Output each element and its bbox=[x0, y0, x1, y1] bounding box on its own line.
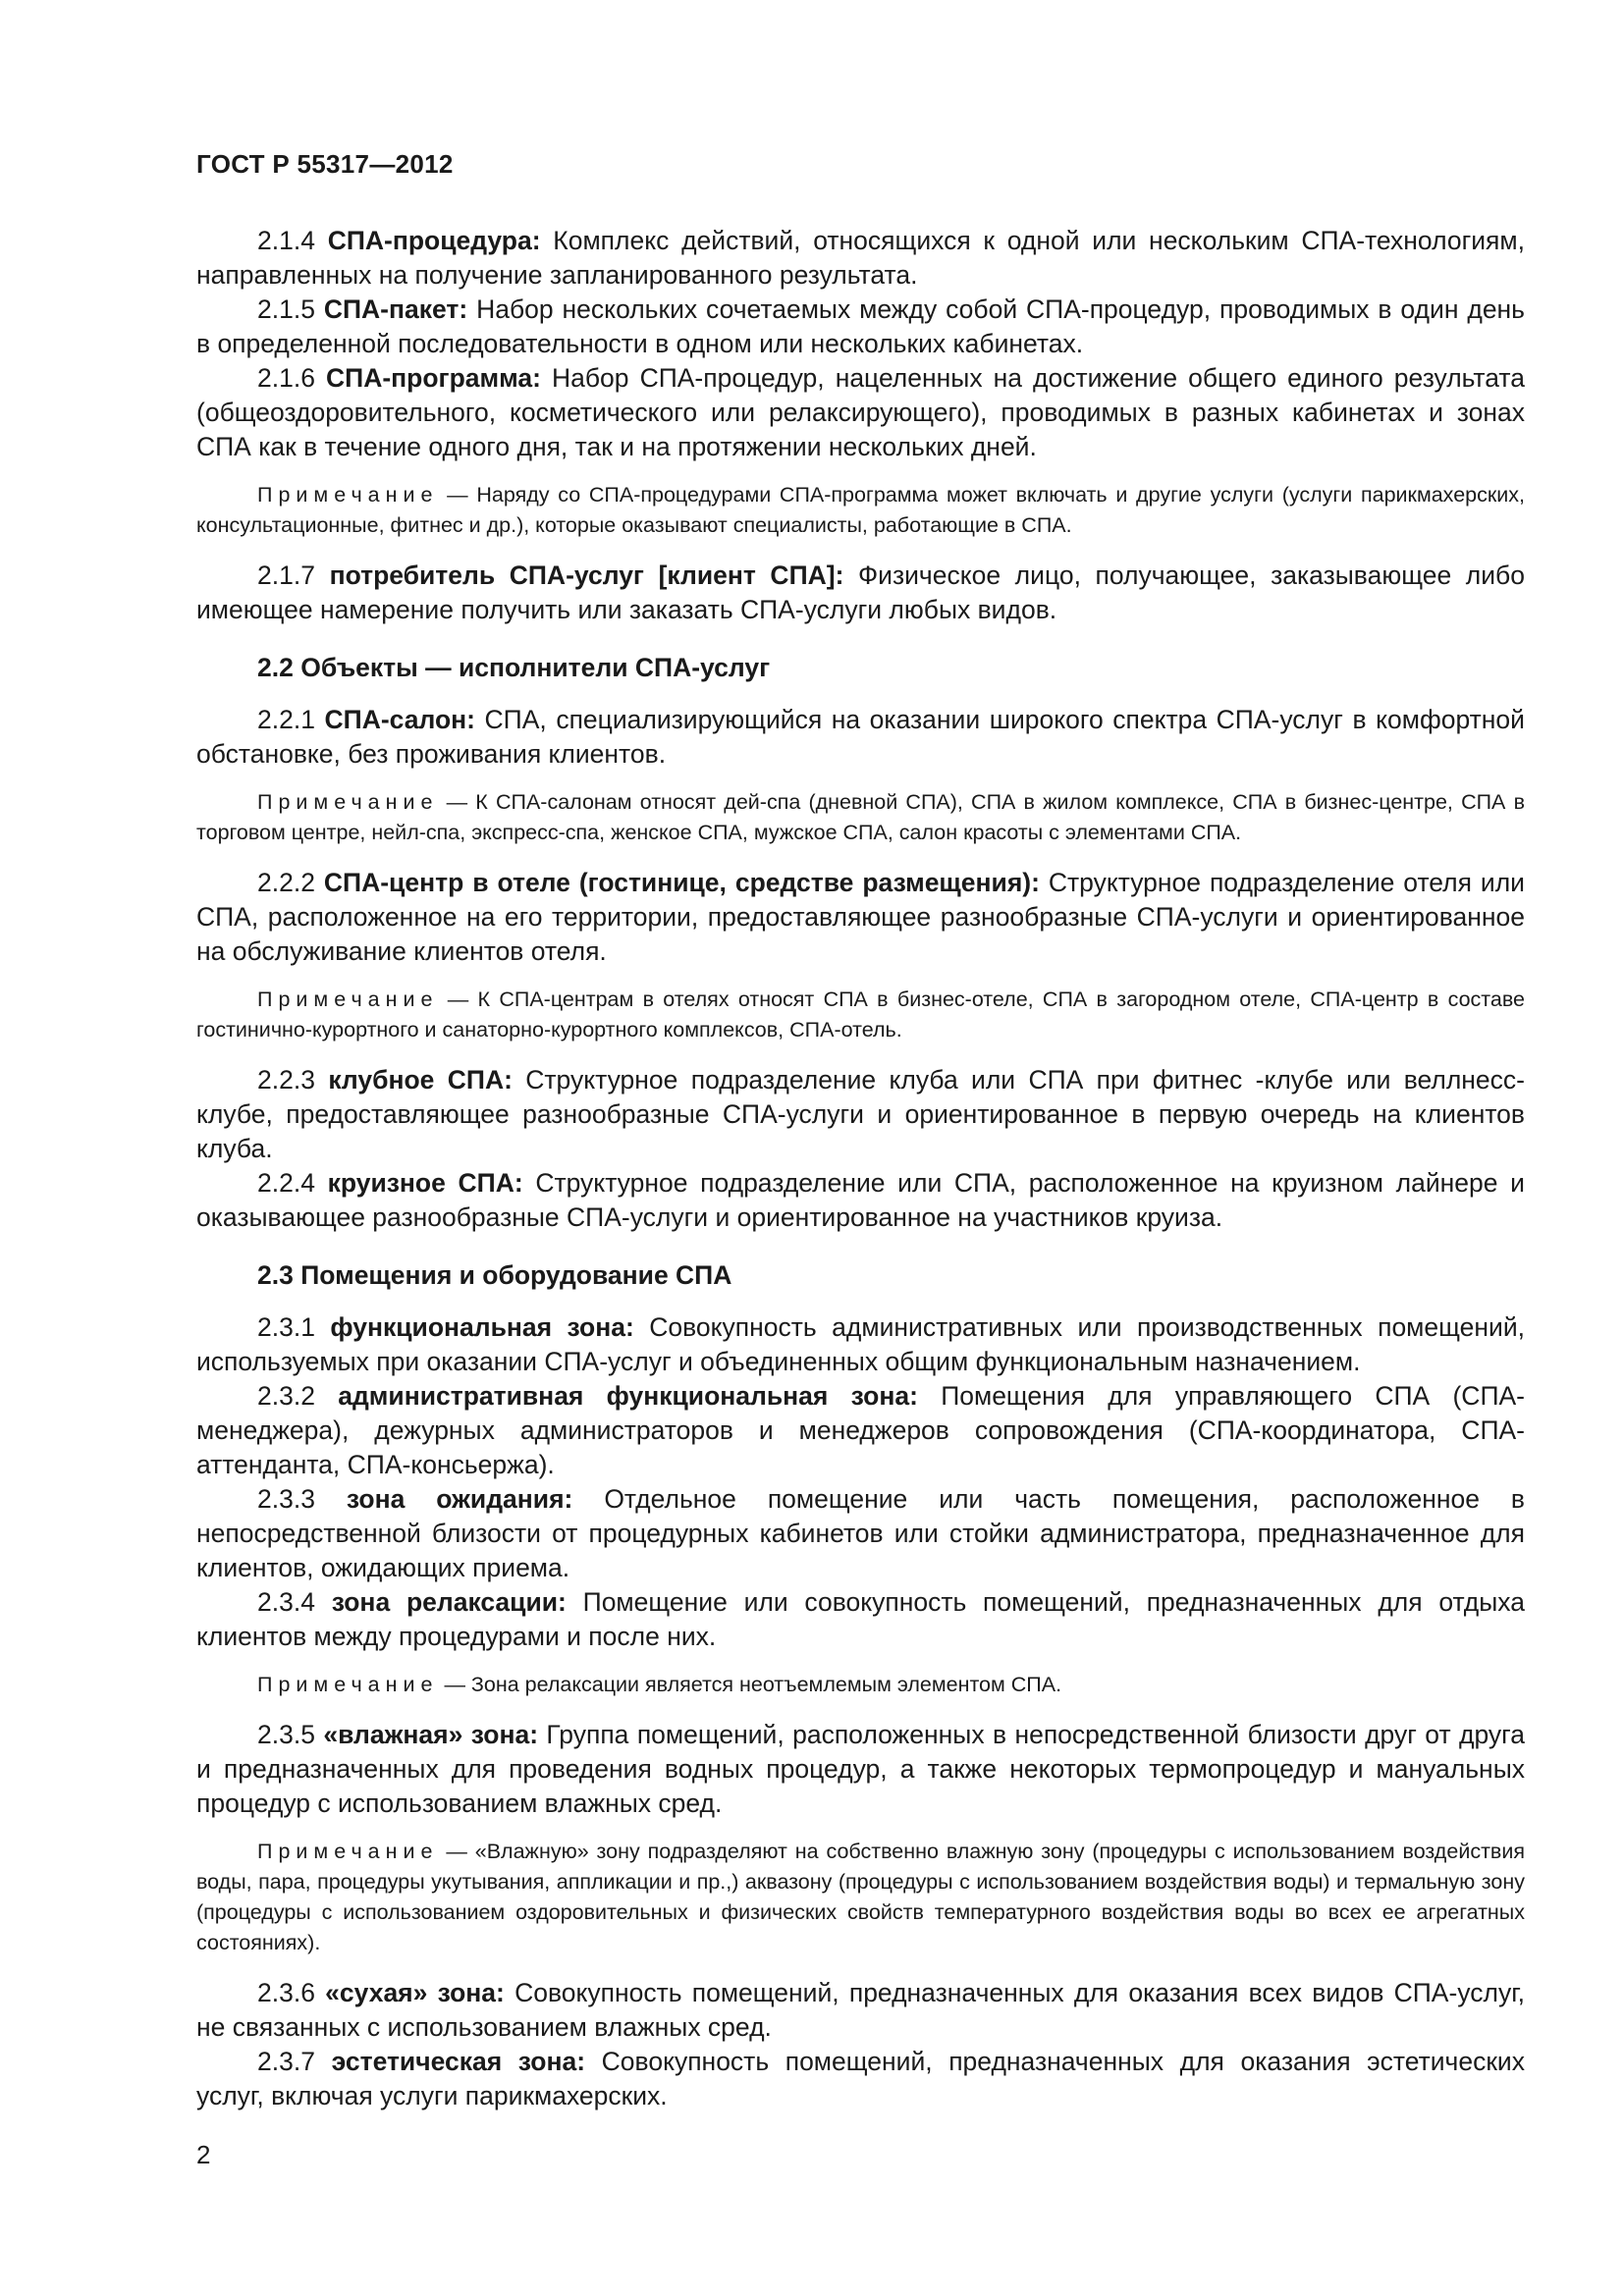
term: СПА-программа: bbox=[326, 363, 541, 393]
note-text: — К СПА-центрам в отелях относят СПА в бизнес-отеле, СПА в загородном отеле, СПА-центр в составе гостинично-курортного и санаторно-курортного комплексов, СПА-отель. bbox=[196, 988, 1525, 1041]
definition-2-2-4 bbox=[196, 1166, 1525, 1235]
note-text: — Наряду со СПА-процедурами СПА-программа может включать и другие услуги (услуги парикмахерских, консультационные, фитнес и др.), которые оказывают специалисты, работающие в СПА. bbox=[196, 483, 1525, 537]
clause-number: 2.1.5 bbox=[257, 294, 315, 324]
clause-number: 2.2.3 bbox=[257, 1065, 315, 1095]
definition-2-1-7 bbox=[196, 559, 1525, 627]
definition-text: Набор СПА-процедур, нацеленных на достижение общего единого результата (общеоздоровительного, косметического или релаксирующего), проводимых в разных кабинетах и зонах СПА как в течение одного дня, так и на протяжении нескольких дней. bbox=[196, 363, 1525, 461]
term: СПА-центр в отеле (гостинице, средстве размещения): bbox=[323, 868, 1040, 897]
note bbox=[196, 1837, 1525, 1958]
definition-text: Помещение или совокупность помещений, предназначенных для отдыха клиентов между процедурами и после них. bbox=[196, 1587, 1525, 1651]
note bbox=[196, 787, 1525, 848]
definition-2-1-6 bbox=[196, 361, 1525, 464]
note-text: — «Влажную» зону подразделяют на собственно влажную зону (процедуры с использованием воздействия воды, пара, процедуры укутывания, аппликации и пр.,) аквазону (процедуры с использованием воздействия воды) и термальную зону (процедуры с использованием оздоровительных и физических свойств температурного воздействия воды во всех ее агрегатных состояниях). bbox=[196, 1840, 1525, 1954]
term: СПА-салон: bbox=[324, 705, 475, 734]
term: функциональная зона: bbox=[330, 1312, 634, 1342]
definition-2-3-4 bbox=[196, 1585, 1525, 1654]
term: «влажная» зона: bbox=[323, 1720, 539, 1749]
document-body bbox=[196, 224, 1525, 2113]
clause-number: 2.1.4 bbox=[257, 226, 315, 255]
definition-text: Структурное подразделение отеля или СПА, расположенное на его территории, предоставляющее разнообразные СПА-услуги и ориентированное на обслуживание клиентов отеля. bbox=[196, 868, 1525, 966]
note-label: Примечание bbox=[257, 988, 439, 1011]
definition-2-3-3 bbox=[196, 1482, 1525, 1585]
definition-2-2-3 bbox=[196, 1063, 1525, 1166]
clause-number: 2.3.1 bbox=[257, 1312, 315, 1342]
note-label: Примечание bbox=[257, 1840, 439, 1863]
clause-number: 2.3.7 bbox=[257, 2047, 315, 2076]
term: СПА-пакет: bbox=[323, 294, 468, 324]
note bbox=[196, 480, 1525, 541]
clause-number: 2.1.6 bbox=[257, 363, 315, 393]
section-heading-2-3: 2.3 Помещения и оборудование СПА bbox=[257, 1260, 732, 1290]
clause-number: 2.1.7 bbox=[257, 561, 315, 590]
definition-text: Группа помещений, расположенных в непосредственной близости друг от друга и предназначенных для проведения водных процедур, а также некоторых термопроцедур и мануальных процедур с использованием влажных сред. bbox=[196, 1720, 1525, 1818]
note-text: — К СПА-салонам относят дей-спа (дневной СПА), СПА в жилом комплексе, СПА в бизнес-центре, СПА в торговом центре, нейл-спа, экспресс-спа, женское СПА, мужское СПА, салон красоты с элементами СПА. bbox=[196, 790, 1525, 844]
note-label: Примечание bbox=[257, 790, 439, 814]
section-heading-2-2: 2.2 Объекты — исполнители СПА-услуг bbox=[257, 653, 771, 682]
note bbox=[196, 985, 1525, 1045]
term: эстетическая зона: bbox=[331, 2047, 586, 2076]
definition-text: Набор нескольких сочетаемых между собой СПА-процедур, проводимых в один день в определенной последовательности в одном или нескольких кабинетах. bbox=[196, 294, 1525, 358]
definition-2-2-2 bbox=[196, 866, 1525, 969]
definition-text: Совокупность помещений, предназначенных для оказания всех видов СПА-услуг, не связанных с использованием влажных сред. bbox=[196, 1978, 1525, 2042]
term: клубное СПА: bbox=[328, 1065, 513, 1095]
clause-number: 2.3.4 bbox=[257, 1587, 315, 1617]
clause-number: 2.2.4 bbox=[257, 1168, 315, 1198]
note bbox=[196, 1670, 1525, 1700]
definition-2-3-6 bbox=[196, 1976, 1525, 2045]
definition-text: Совокупность помещений, предназначенных для оказания эстетических услуг, включая услуги парикмахерских. bbox=[196, 2047, 1525, 2110]
clause-number: 2.3.5 bbox=[257, 1720, 315, 1749]
clause-number: 2.3.3 bbox=[257, 1484, 315, 1514]
definition-2-1-5 bbox=[196, 293, 1525, 361]
term: СПА-процедура: bbox=[327, 226, 541, 255]
definition-2-1-4 bbox=[196, 224, 1525, 293]
page-number: 2 bbox=[196, 2140, 211, 2169]
definition-2-3-1 bbox=[196, 1310, 1525, 1379]
definition-2-2-1 bbox=[196, 703, 1525, 772]
definition-2-3-2 bbox=[196, 1379, 1525, 1482]
definition-2-3-5 bbox=[196, 1718, 1525, 1821]
term: потребитель СПА-услуг [клиент СПА]: bbox=[329, 561, 844, 590]
clause-number: 2.3.2 bbox=[257, 1381, 315, 1411]
page-header: ГОСТ Р 55317—2012 bbox=[196, 149, 454, 179]
term: административная функциональная зона: bbox=[338, 1381, 918, 1411]
clause-number: 2.3.6 bbox=[257, 1978, 315, 2007]
clause-number: 2.2.1 bbox=[257, 705, 315, 734]
clause-number: 2.2.2 bbox=[257, 868, 315, 897]
term: зона релаксации: bbox=[331, 1587, 567, 1617]
note-text: — Зона релаксации является неотъемлемым элементом СПА. bbox=[444, 1673, 1062, 1696]
definition-text: Структурное подразделение клуба или СПА при фитнес -клубе или веллнесс-клубе, предоставляющее разнообразные СПА-услуги и ориентированное в первую очередь на клиентов клуба. bbox=[196, 1065, 1525, 1163]
definition-text: Комплекс действий, относящихся к одной или нескольким СПА-технологиям, направленных на получение запланированного результата. bbox=[196, 226, 1525, 290]
definition-text: СПА, специализирующийся на оказании широкого спектра СПА-услуг в комфортной обстановке, без проживания клиентов. bbox=[196, 705, 1525, 769]
definition-text: Отдельное помещение или часть помещения, расположенное в непосредственной близости от процедурных кабинетов или стойки администратора, предназначенное для клиентов, ожидающих приема. bbox=[196, 1484, 1525, 1582]
definition-text: Физическое лицо, получающее, заказывающее либо имеющее намерение получить или заказать СПА-услуги любых видов. bbox=[196, 561, 1525, 624]
definition-text: Совокупность административных или производственных помещений, используемых при оказании СПА-услуг и объединенных общим функциональным назначением. bbox=[196, 1312, 1525, 1376]
note-label: Примечание bbox=[257, 483, 439, 507]
term: зона ожидания: bbox=[346, 1484, 573, 1514]
definition-text: Помещения для управляющего СПА (СПА-менеджера), дежурных администраторов и менеджеров сопровождения (СПА-координатора, СПА-аттенданта, СПА-консьержа). bbox=[196, 1381, 1525, 1479]
note-label: Примечание bbox=[257, 1673, 439, 1696]
term: круизное СПА: bbox=[327, 1168, 523, 1198]
term: «сухая» зона: bbox=[325, 1978, 505, 2007]
definition-text: Структурное подразделение или СПА, расположенное на круизном лайнере и оказывающее разнообразные СПА-услуги и ориентированное на участников круиза. bbox=[196, 1168, 1525, 1232]
definition-2-3-7 bbox=[196, 2045, 1525, 2113]
